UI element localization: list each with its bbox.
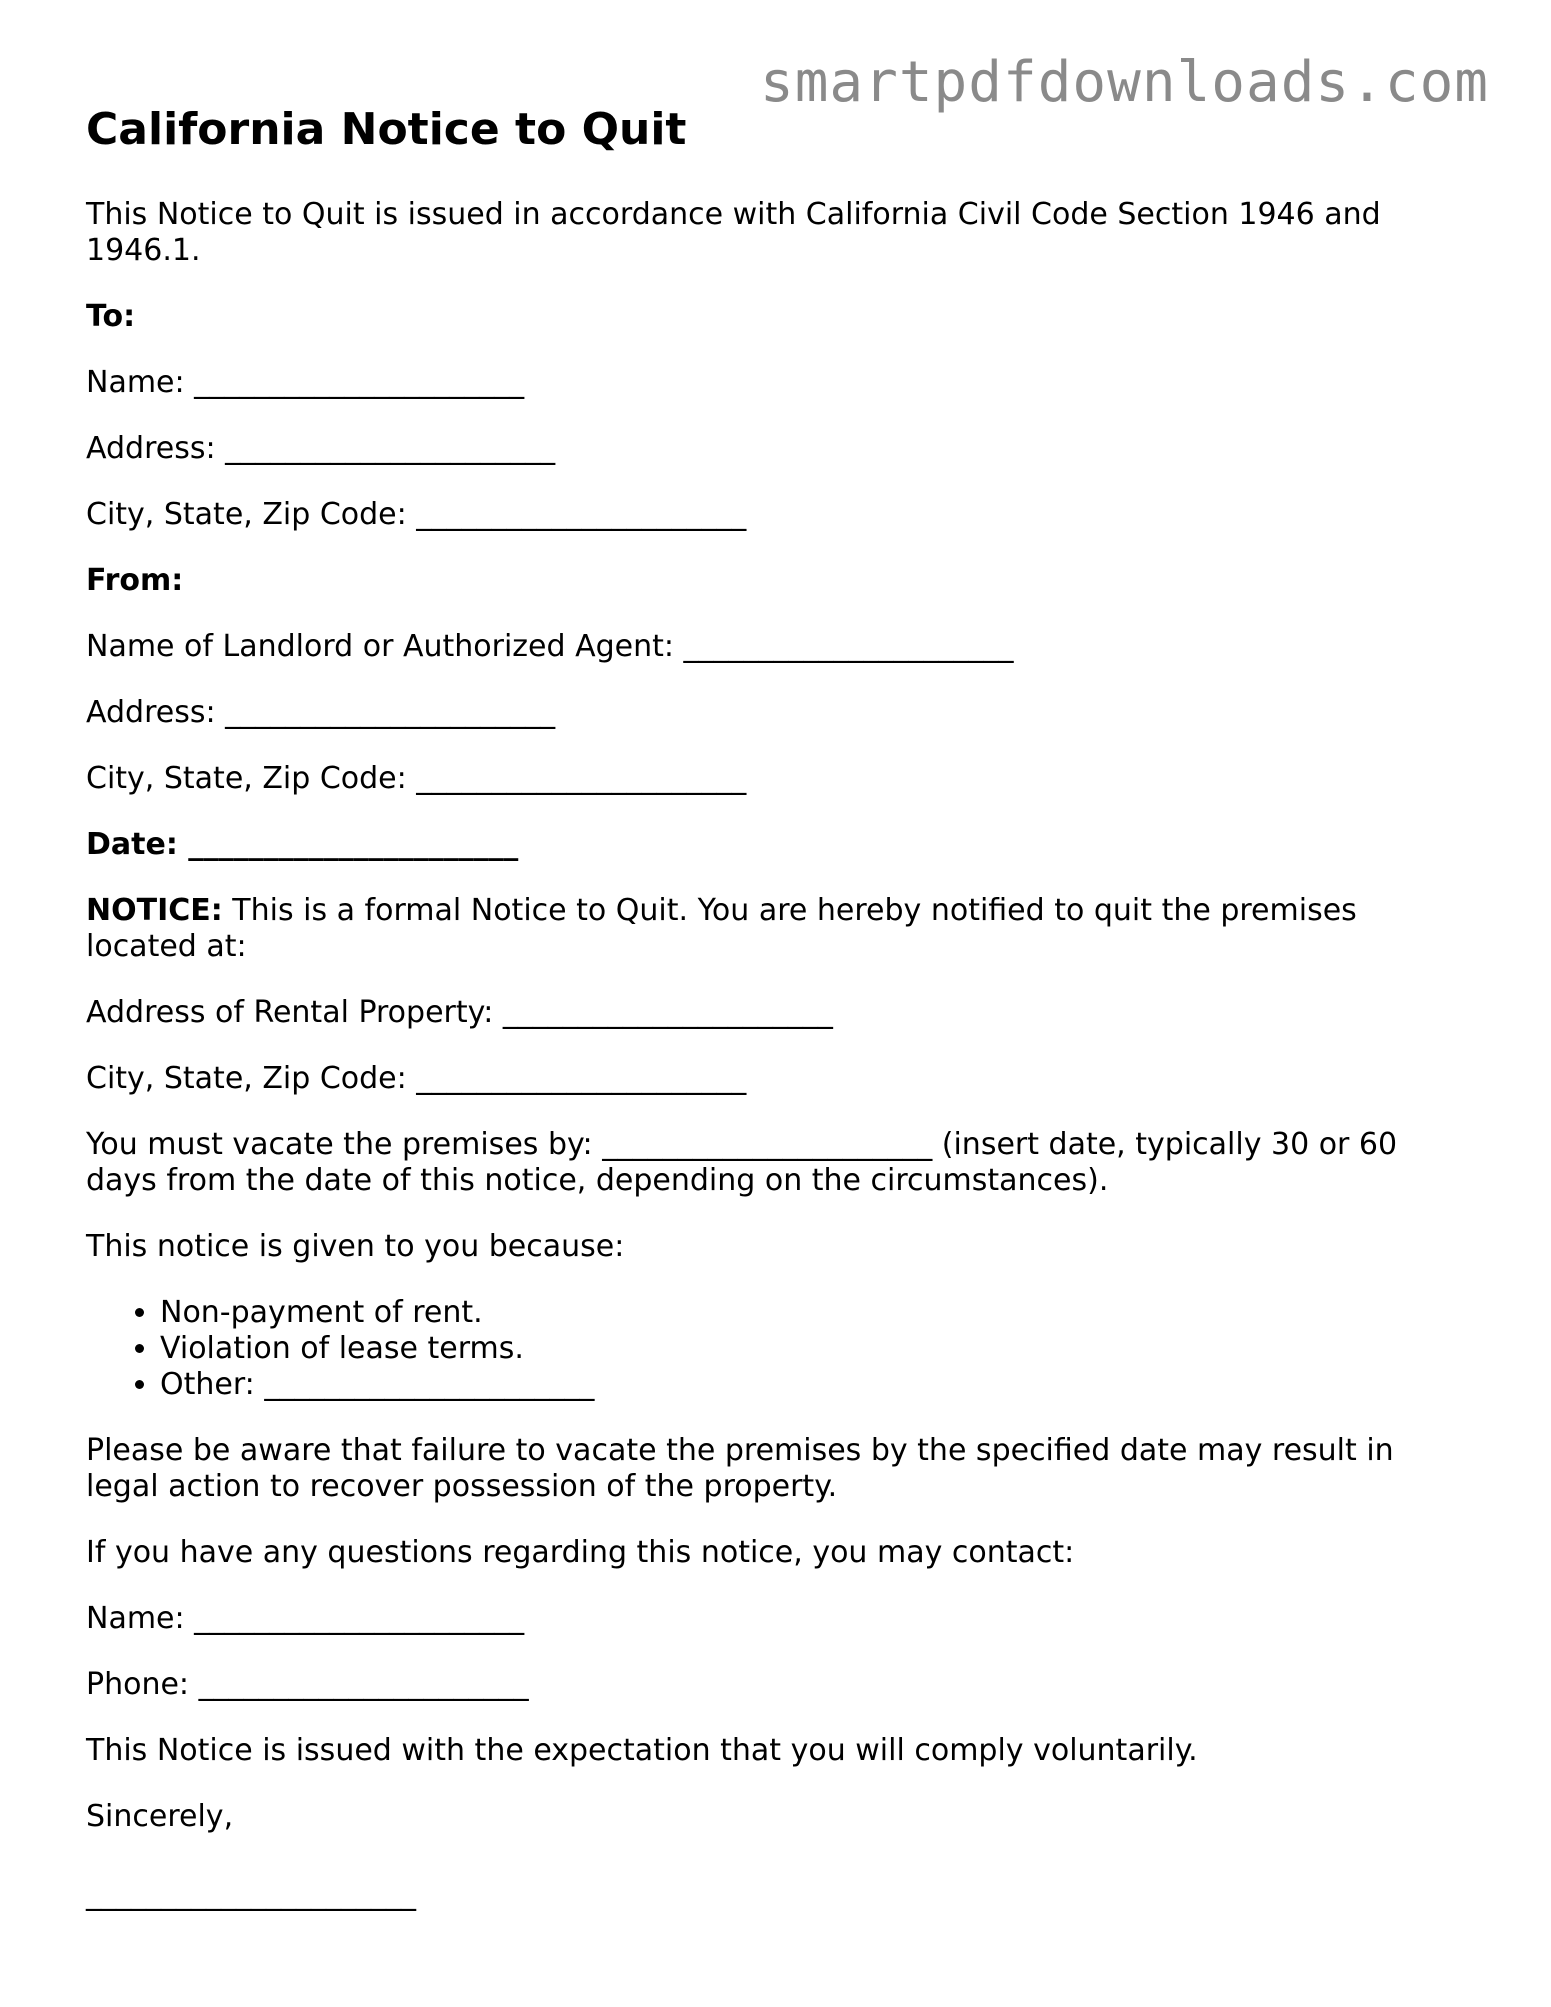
vacate-label: You must vacate the premises by: (86, 1126, 593, 1162)
blank-line: ______________________ (188, 826, 519, 862)
property-address-field[interactable] (86, 995, 1466, 1031)
blank-line: ______________________ (194, 1600, 525, 1636)
from-city-label: City, State, Zip Code: (86, 760, 407, 796)
from-address-field[interactable] (86, 695, 1466, 731)
blank-line: ______________________ (416, 760, 747, 796)
contact-intro: If you have any questions regarding this notice, you may contact: (86, 1534, 1075, 1570)
property-city-field[interactable] (86, 1061, 1466, 1097)
to-name-field[interactable] (86, 365, 1466, 401)
warning-paragraph: Please be aware that failure to vacate the premises by the specified date may result in legal action to recover possession of the property. (86, 1432, 1394, 1504)
to-heading: To: (86, 298, 136, 334)
reason-other-label: Other: (160, 1366, 255, 1402)
to-address-field[interactable] (86, 431, 1466, 467)
reason-item-nonpayment: • Non-payment of rent. (160, 1295, 1466, 1331)
blank-line: ______________________ (502, 994, 833, 1030)
vacate-note: (insert date, typically 30 or 60 days from the date of this notice, depending on the circumstances). (86, 1126, 1398, 1198)
to-city-label: City, State, Zip Code: (86, 496, 407, 532)
from-name-field[interactable] (86, 629, 1466, 665)
signature-line[interactable]: ______________________ (86, 1876, 416, 1912)
notice-document (86, 104, 1466, 1943)
to-city-field[interactable] (86, 497, 1466, 533)
contact-name-field[interactable] (86, 1601, 1466, 1637)
reasons-list (86, 1295, 1466, 1403)
notice-text: This is a formal Notice to Quit. You are hereby notified to quit the premises located at: (86, 892, 1357, 964)
notice-paragraph (86, 893, 1466, 965)
contact-phone-field[interactable] (86, 1667, 1466, 1703)
blank-line: ______________________ (225, 694, 556, 730)
watermark: smartpdfdownloads.com (759, 50, 1489, 115)
reason-item-violation: • Violation of lease terms. (160, 1331, 1466, 1367)
blank-line: ______________________ (683, 628, 1014, 664)
sincerely-text: Sincerely, (86, 1798, 234, 1834)
to-name-label: Name: (86, 364, 185, 400)
page-title: California Notice to Quit (86, 104, 687, 155)
from-city-field[interactable] (86, 761, 1466, 797)
reason-item-other[interactable] (160, 1367, 1466, 1403)
from-address-label: Address: (86, 694, 216, 730)
blank-line: ______________________ (416, 496, 747, 532)
property-address-label: Address of Rental Property: (86, 994, 494, 1030)
blank-line: ______________________ (264, 1366, 595, 1402)
notice-label: NOTICE: (86, 892, 223, 928)
date-label: Date: (86, 826, 178, 862)
to-address-label: Address: (86, 430, 216, 466)
blank-line: ______________________ (602, 1126, 933, 1162)
blank-line: ______________________ (198, 1666, 529, 1702)
reasons-intro: This notice is given to you because: (86, 1228, 625, 1264)
contact-name-label: Name: (86, 1600, 185, 1636)
blank-line: ______________________ (416, 1060, 747, 1096)
vacate-date-field[interactable] (86, 1127, 1466, 1199)
property-city-label: City, State, Zip Code: (86, 1060, 407, 1096)
intro-paragraph: This Notice to Quit is issued in accordance with California Civil Code Section 1946 and 1946.1. (86, 196, 1381, 268)
blank-line: ______________________ (225, 430, 556, 466)
date-field[interactable] (86, 827, 1466, 863)
from-heading: From: (86, 562, 184, 598)
contact-phone-label: Phone: (86, 1666, 190, 1702)
closing-statement: This Notice is issued with the expectation that you will comply voluntarily. (86, 1732, 1198, 1768)
from-name-label: Name of Landlord or Authorized Agent: (86, 628, 674, 664)
blank-line: ______________________ (194, 364, 525, 400)
